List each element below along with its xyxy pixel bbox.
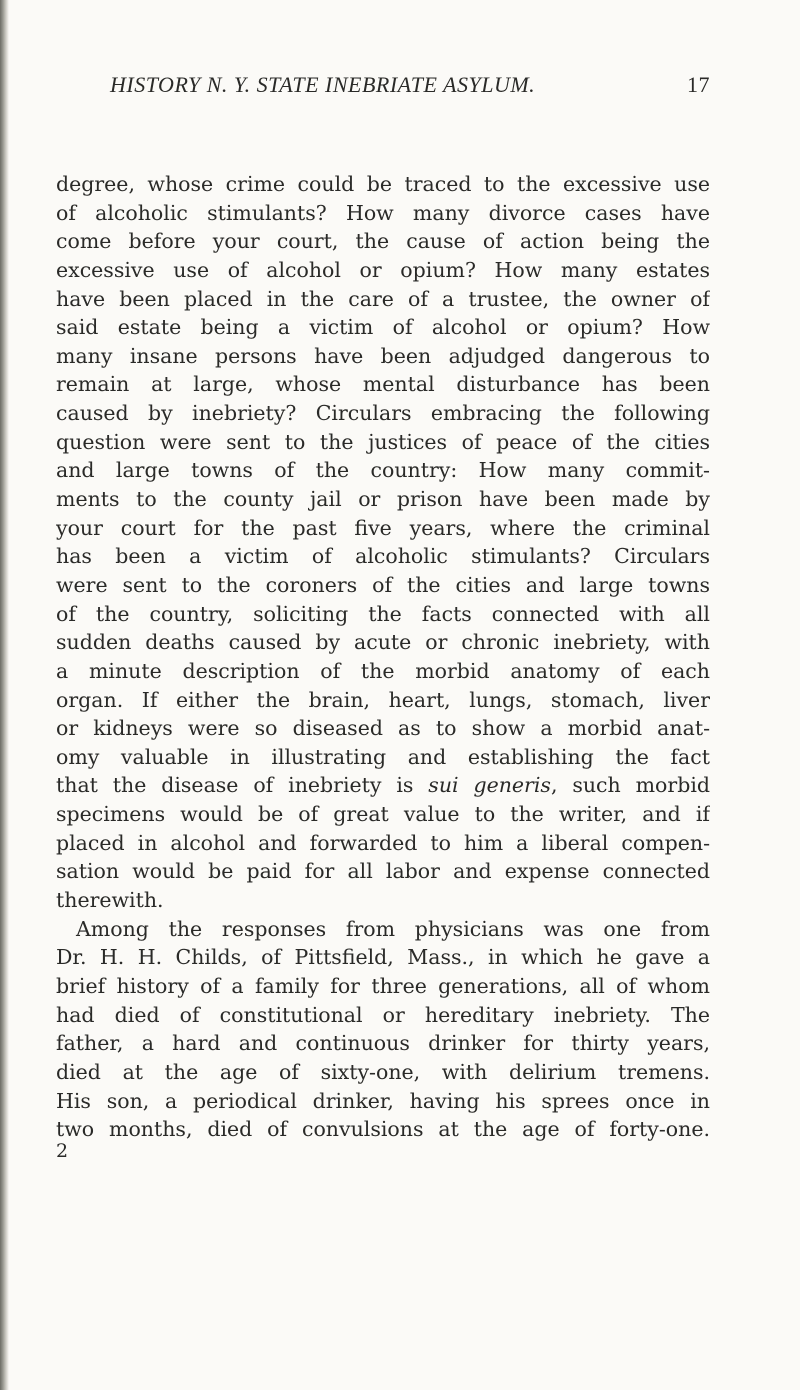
text-line: died at the age of sixty-one, with delirium tremens. [56, 1059, 710, 1084]
text-line: and large towns of the country: How many commit- [56, 458, 710, 483]
text-line: Among the responses from physicians was one from [76, 916, 710, 941]
text-line: placed in alcohol and forwarded to him a liberal compen- [56, 830, 710, 855]
text-line: a minute description of the morbid anatomy of each [56, 658, 710, 683]
text-line: of the country, soliciting the facts connected with all [56, 601, 710, 626]
text-line: Dr. H. H. Childs, of Pittsfield, Mass., in which he gave a [56, 945, 710, 970]
text-line: have been placed in the care of a trustee, the owner of [56, 286, 710, 311]
book-page [56, 72, 710, 1362]
text-line: sation would be paid for all labor and expense connected [56, 859, 710, 884]
page-number: 17 [687, 72, 710, 97]
page-binding-edge [0, 0, 9, 1390]
text-line: ments to the county jail or prison have been made by [56, 487, 710, 512]
running-head-title: HISTORY N. Y. STATE INEBRIATE ASYLUM. [110, 72, 536, 97]
running-head [56, 72, 710, 112]
text-line: specimens would be of great value to the writer, and if [56, 802, 710, 827]
signature-mark: 2 [56, 1139, 69, 1162]
text-line: sudden deaths caused by acute or chronic inebriety, with [56, 630, 710, 655]
text-line: two months, died of convulsions at the age of forty-one. [56, 1117, 710, 1142]
text-line: brief history of a family for three generations, all of whom [56, 973, 710, 998]
text-line: caused by inebriety? Circulars embracing the following [56, 401, 710, 426]
text-line: or kidneys were so diseased as to show a morbid anat- [56, 716, 710, 741]
text-line: remain at large, whose mental disturbance has been [56, 372, 710, 397]
italic-phrase: sui generis [428, 773, 551, 798]
text-line: His son, a periodical drinker, having his sprees once in [56, 1088, 710, 1113]
text-line: excessive use of alcohol or opium? How many estates [56, 257, 710, 282]
body-text [56, 170, 710, 1162]
text-line: degree, whose crime could be traced to the excessive use [56, 172, 710, 196]
text-line: your court for the past five years, where the criminal [56, 515, 710, 540]
text-line: has been a victim of alcoholic stimulants? Circulars [56, 544, 710, 569]
text-line: father, a hard and continuous drinker for thirty years, [56, 1031, 710, 1056]
text-line: many insane persons have been adjudged dangerous to [56, 343, 710, 368]
text-line: organ. If either the brain, heart, lungs, stomach, liver [56, 687, 710, 712]
text-line: said estate being a victim of alcohol or opium? How [56, 315, 710, 340]
text-line: were sent to the coroners of the cities and large towns [56, 572, 710, 597]
text-line: of alcoholic stimulants? How many divorce cases have [56, 200, 710, 225]
text-line: come before your court, the cause of action being the [56, 229, 710, 254]
text-line: had died of constitutional or hereditary inebriety. The [56, 1002, 710, 1027]
text-line: that the disease of inebriety is sui generis, such morbid [56, 773, 710, 798]
text-line: question were sent to the justices of peace of the cities [56, 429, 710, 454]
text-line: omy valuable in illustrating and establishing the fact [56, 744, 710, 769]
text-line: therewith. [56, 888, 164, 913]
